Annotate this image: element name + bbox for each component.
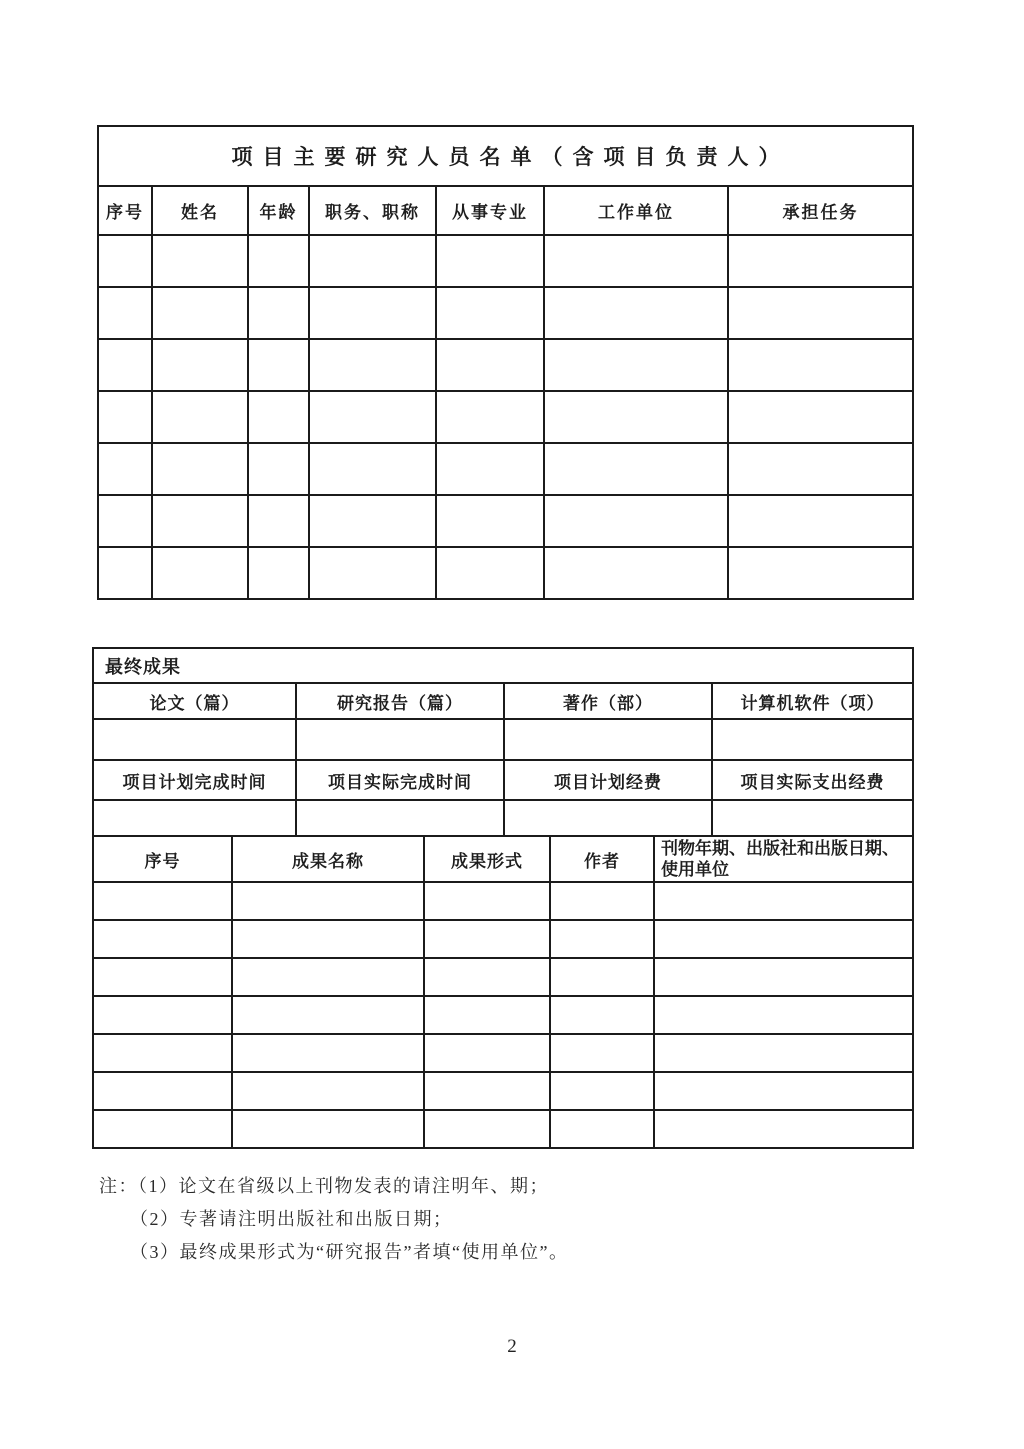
output-header-row xyxy=(93,683,913,719)
col-header-specialty: 从事专业 xyxy=(436,186,544,235)
col-header-actual-expenditure: 项目实际支出经费 xyxy=(712,760,913,800)
personnel-table-title: 项目主要研究人员名单（含项目负责人） xyxy=(98,126,913,186)
col-header-age: 年龄 xyxy=(248,186,309,235)
empty-cell xyxy=(232,1072,424,1110)
empty-cell xyxy=(248,339,309,391)
detail-empty-row xyxy=(93,882,913,920)
detail-empty-row xyxy=(93,958,913,996)
empty-cell xyxy=(550,920,654,958)
note-line-1: 注：（1）论文在省级以上刊物发表的请注明年、期； xyxy=(99,1176,549,1196)
empty-cell xyxy=(550,996,654,1034)
empty-cell xyxy=(152,495,248,547)
empty-cell xyxy=(424,996,550,1034)
personnel-empty-row xyxy=(98,287,913,339)
empty-cell xyxy=(93,1072,232,1110)
empty-cell xyxy=(712,719,913,760)
col-header-planned-funds: 项目计划经费 xyxy=(504,760,712,800)
empty-cell xyxy=(436,547,544,599)
empty-cell xyxy=(654,882,913,920)
empty-cell xyxy=(309,547,436,599)
final-results-label: 最终成果 xyxy=(93,648,913,683)
empty-cell xyxy=(232,996,424,1034)
empty-cell xyxy=(544,443,728,495)
empty-cell xyxy=(309,339,436,391)
empty-cell xyxy=(98,495,152,547)
empty-cell xyxy=(550,1072,654,1110)
col-header-serial: 序号 xyxy=(98,186,152,235)
empty-cell xyxy=(93,996,232,1034)
empty-cell xyxy=(98,547,152,599)
empty-cell xyxy=(93,882,232,920)
empty-cell xyxy=(728,287,913,339)
col-header-work-unit: 工作单位 xyxy=(544,186,728,235)
empty-cell xyxy=(654,920,913,958)
empty-cell xyxy=(654,958,913,996)
personnel-empty-row xyxy=(98,547,913,599)
empty-cell xyxy=(309,235,436,287)
empty-cell xyxy=(436,339,544,391)
empty-cell xyxy=(248,235,309,287)
empty-cell xyxy=(550,1034,654,1072)
personnel-empty-row xyxy=(98,391,913,443)
empty-cell xyxy=(728,443,913,495)
detail-empty-row xyxy=(93,996,913,1034)
personnel-table-header-row xyxy=(98,186,913,235)
empty-cell xyxy=(248,495,309,547)
col-header-planned-finish-time: 项目计划完成时间 xyxy=(93,760,296,800)
personnel-empty-row xyxy=(98,235,913,287)
empty-cell xyxy=(296,800,504,836)
results-detail-table xyxy=(92,835,914,1149)
output-empty-row xyxy=(93,719,913,760)
col-header-author: 作者 xyxy=(550,836,654,882)
empty-cell xyxy=(550,1110,654,1148)
final-results-summary-table xyxy=(92,647,914,837)
detail-header-row xyxy=(93,836,913,882)
empty-cell xyxy=(93,958,232,996)
empty-cell xyxy=(232,920,424,958)
empty-cell xyxy=(544,547,728,599)
empty-cell xyxy=(654,1110,913,1148)
empty-cell xyxy=(544,339,728,391)
empty-cell xyxy=(152,287,248,339)
empty-cell xyxy=(98,339,152,391)
empty-cell xyxy=(654,996,913,1034)
empty-cell xyxy=(544,391,728,443)
personnel-empty-row xyxy=(98,495,913,547)
empty-cell xyxy=(98,287,152,339)
empty-cell xyxy=(728,391,913,443)
empty-cell xyxy=(309,391,436,443)
empty-cell xyxy=(98,443,152,495)
empty-cell xyxy=(436,235,544,287)
empty-cell xyxy=(232,1110,424,1148)
empty-cell xyxy=(93,719,296,760)
col-header-name: 姓名 xyxy=(152,186,248,235)
empty-cell xyxy=(654,1034,913,1072)
empty-cell xyxy=(544,287,728,339)
empty-cell xyxy=(152,391,248,443)
empty-cell xyxy=(152,443,248,495)
col-header-actual-finish-time: 项目实际完成时间 xyxy=(296,760,504,800)
detail-empty-row xyxy=(93,1110,913,1148)
empty-cell xyxy=(296,719,504,760)
col-header-software: 计算机软件（项） xyxy=(712,683,913,719)
final-results-label-row xyxy=(93,648,913,683)
col-header-publication-info: 刊物年期、出版社和出版日期、使用单位 xyxy=(654,836,913,882)
empty-cell xyxy=(248,391,309,443)
col-header-result-name: 成果名称 xyxy=(232,836,424,882)
empty-cell xyxy=(309,287,436,339)
personnel-table-title-row xyxy=(98,126,913,186)
empty-cell xyxy=(93,1110,232,1148)
schedule-empty-row xyxy=(93,800,913,836)
empty-cell xyxy=(152,235,248,287)
personnel-empty-row xyxy=(98,443,913,495)
col-header-position-title: 职务、职称 xyxy=(309,186,436,235)
empty-cell xyxy=(232,1034,424,1072)
schedule-header-row xyxy=(93,760,913,800)
empty-cell xyxy=(544,495,728,547)
empty-cell xyxy=(728,235,913,287)
empty-cell xyxy=(728,339,913,391)
empty-cell xyxy=(544,235,728,287)
empty-cell xyxy=(504,719,712,760)
empty-cell xyxy=(93,800,296,836)
personnel-empty-row xyxy=(98,339,913,391)
empty-cell xyxy=(248,287,309,339)
empty-cell xyxy=(424,920,550,958)
notes xyxy=(99,1170,568,1269)
empty-cell xyxy=(550,958,654,996)
detail-empty-row xyxy=(93,1072,913,1110)
empty-cell xyxy=(436,443,544,495)
empty-cell xyxy=(424,1034,550,1072)
empty-cell xyxy=(93,1034,232,1072)
empty-cell xyxy=(654,1072,913,1110)
col-header-result-form: 成果形式 xyxy=(424,836,550,882)
empty-cell xyxy=(98,235,152,287)
empty-cell xyxy=(152,339,248,391)
empty-cell xyxy=(436,391,544,443)
empty-cell xyxy=(424,1072,550,1110)
empty-cell xyxy=(504,800,712,836)
page-number: 2 xyxy=(507,1336,517,1357)
empty-cell xyxy=(232,958,424,996)
empty-cell xyxy=(152,547,248,599)
col-header-papers: 论文（篇） xyxy=(93,683,296,719)
empty-cell xyxy=(550,882,654,920)
empty-cell xyxy=(248,547,309,599)
col-header-task: 承担任务 xyxy=(728,186,913,235)
empty-cell xyxy=(712,800,913,836)
final-results-section xyxy=(92,647,912,1149)
detail-empty-row xyxy=(93,1034,913,1072)
empty-cell xyxy=(728,495,913,547)
empty-cell xyxy=(424,1110,550,1148)
empty-cell xyxy=(232,882,424,920)
detail-empty-row xyxy=(93,920,913,958)
empty-cell xyxy=(248,443,309,495)
col-header-research-reports: 研究报告（篇） xyxy=(296,683,504,719)
empty-cell xyxy=(728,547,913,599)
empty-cell xyxy=(309,495,436,547)
col-header-detail-serial: 序号 xyxy=(93,836,232,882)
empty-cell xyxy=(93,920,232,958)
empty-cell xyxy=(436,495,544,547)
personnel-table xyxy=(97,125,914,600)
empty-cell xyxy=(424,882,550,920)
note-line-2: （2）专著请注明出版社和出版日期； xyxy=(130,1209,453,1229)
empty-cell xyxy=(424,958,550,996)
note-line-3: （3）最终成果形式为“研究报告”者填“使用单位”。 xyxy=(130,1242,569,1262)
empty-cell xyxy=(309,443,436,495)
col-header-books: 著作（部） xyxy=(504,683,712,719)
empty-cell xyxy=(436,287,544,339)
empty-cell xyxy=(98,391,152,443)
